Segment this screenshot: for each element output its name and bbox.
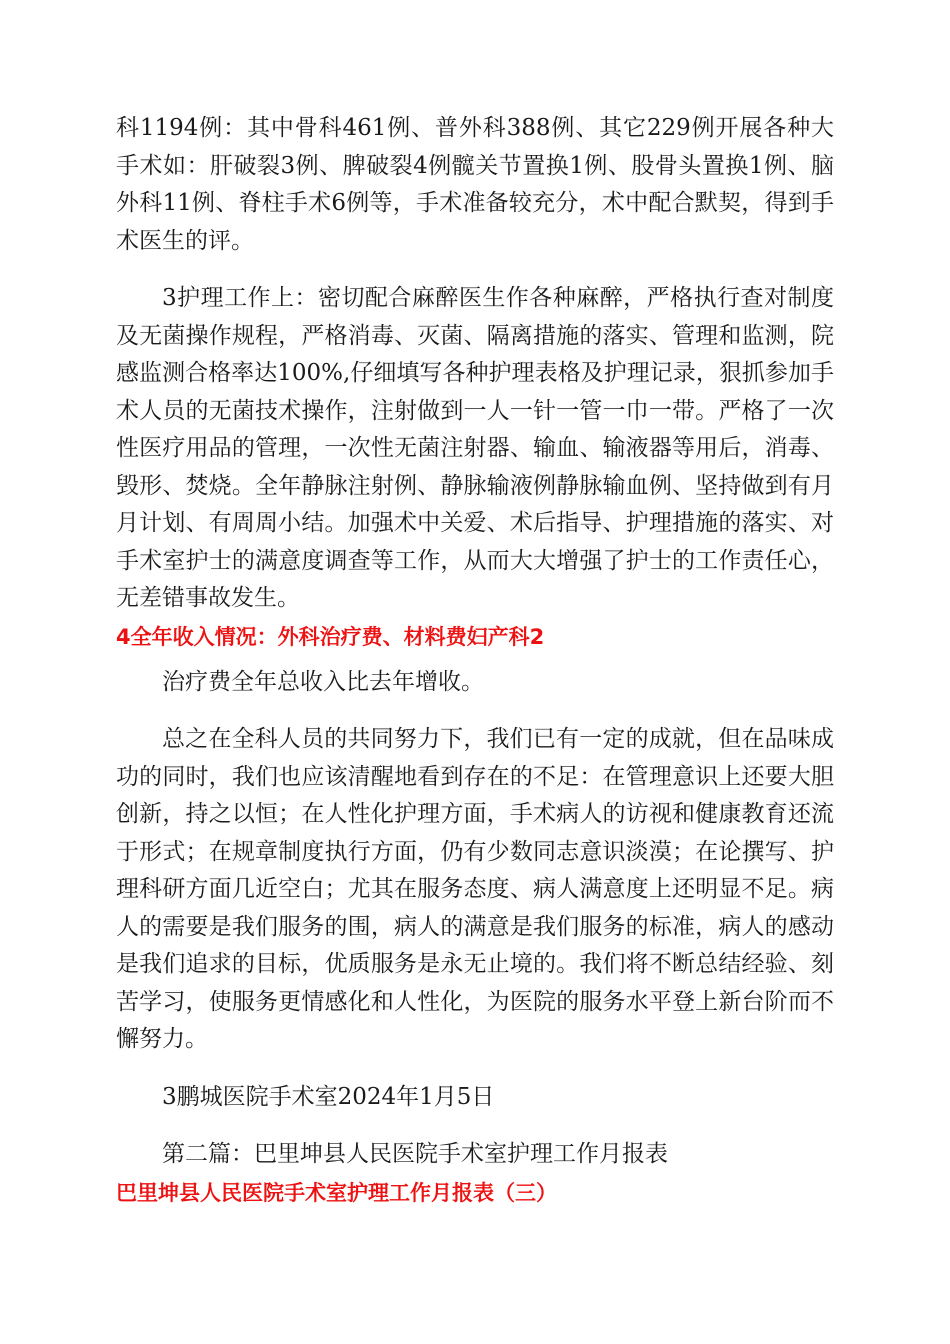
heading-annual-income: 4全年收入情况：外科治疗费、材料费妇产科2 bbox=[116, 624, 545, 649]
paragraph-nursing-work: 3护理工作上：密切配合麻醉医生作各种麻醉，严格执行查对制度及无菌操作规程，严格消毒、灭菌、隔离措施的落实、管理和监测，院感监测合格率达100%,仔细填写各种护理表格及护理记录，狠抓参加手术人员的无菌技术操作，注射做到一人一针一管一巾一带。严格了一次性医疗用品的管理，一次性无菌注射器、输血、输液器等用后，消毒、毁形、焚烧。全年静脉注射例、静脉输液例静脉输血例、坚持做到有月月计划、有周周小结。加强术中关爱、术后指导、护理措施的落实、对手术室护士的满意度调查等工作，从而大大增强了护士的工作责任心，无差错事故发生。 bbox=[116, 285, 834, 611]
heading-monthly-report: 巴里坤县人民医院手术室护理工作月报表（三） bbox=[116, 1180, 557, 1205]
paragraph-summary: 总之在全科人员的共同努力下，我们已有一定的成就，但在品味成功的同时，我们也应该清醒地看到存在的不足：在管理意识上还要大胆创新，持之以恒；在人性化护理方面，手术病人的访视和健康教育还流于形式；在规章制度执行方面，仍有少数同志意识淡漠；在论撰写、护理科研方面几近空白；尤其在服务态度、病人满意度上还明显不足。病人的需要是我们服务的围，病人的满意是我们服务的标准，病人的感动是我们追求的目标，优质服务是永无止境的。我们将不断总结经验、刻苦学习，使服务更情感化和人性化，为医院的服务水平登上新台阶而不懈努力。 bbox=[116, 726, 834, 1052]
paragraph-income-increase: 治疗费全年总收入比去年增收。 bbox=[162, 668, 484, 695]
paragraph-surgery-stats: 科1194例：其中骨科461例、普外科388例、其它229例开展各种大手术如：肝破裂3例、脾破裂4例髋关节置换1例、股骨头置换1例、脑外科11例、脊柱手术6例等，手术准备较充分，术中配合默契，得到手术医生的评。 bbox=[116, 115, 834, 254]
paragraph-signature-date: 3鹏城医院手术室2024年1月5日 bbox=[162, 1083, 495, 1110]
paragraph-second-article: 第二篇：巴里坤县人民医院手术室护理工作月报表 bbox=[162, 1141, 668, 1167]
